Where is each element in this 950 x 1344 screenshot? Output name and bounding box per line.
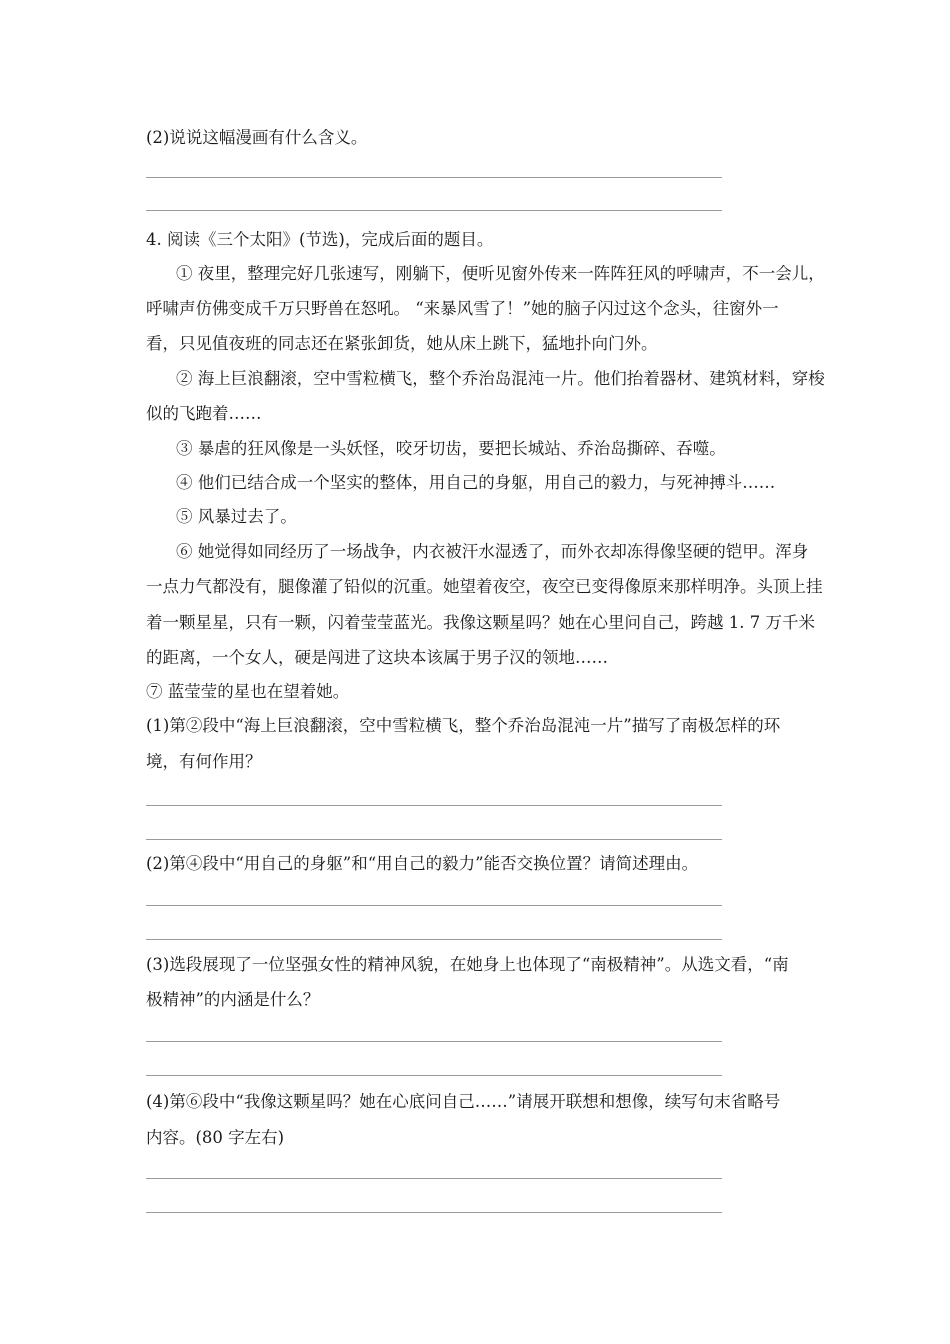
paragraph-1-line: ① 夜里，整理完好几张速写，刚躺下，便听见窗外传来一阵阵狂风的呼啸声，不一会儿， — [176, 264, 825, 283]
question-2: (2)第④段中“用自己的身躯”和“用自己的毅力”能否交换位置？请简述理由。 — [146, 854, 699, 873]
paragraph-6-line: 一点力气都没有，腿像灌了铅似的沉重。她望着夜空，夜空已变得像原来那样明净。头顶上挂 — [146, 577, 823, 596]
paragraph-6-line: 着一颗星星，只有一颗，闪着莹莹蓝光。我像这颗星吗？她在心里问自己，跨越 1. 7 万千米 — [146, 613, 815, 632]
question-4-line: 内容。(80 字左右) — [146, 1128, 285, 1147]
question-1-line: (1)第②段中“海上巨浪翻滚，空中雪粒横飞，整个乔治岛混沌一片”描写了南极怎样的环 — [146, 716, 781, 735]
answer-line[interactable] — [146, 1178, 722, 1179]
question-4-title: 4. 阅读《三个太阳》(节选)，完成后面的题目。 — [146, 230, 494, 249]
paragraph-1-line: 呼啸声仿佛变成千万只野兽在怒吼。 “来暴风雪了！”她的脑子闪过这个念头，往窗外一 — [146, 299, 779, 318]
answer-line[interactable] — [146, 939, 722, 940]
question-1-line: 境，有何作用？ — [146, 752, 262, 771]
answer-line[interactable] — [146, 1041, 722, 1042]
paragraph-5: ⑤ 风暴过去了。 — [176, 507, 297, 526]
answer-line[interactable] — [146, 1075, 722, 1076]
question-4-line: (4)第⑥段中“我像这颗星吗？她在心底问自己……”请展开联想和想像，续写句末省略号 — [146, 1092, 781, 1111]
answer-line[interactable] — [146, 905, 722, 906]
paragraph-2-line: ② 海上巨浪翻滚，空中雪粒横飞，整个乔治岛混沌一片。他们抬着器材、建筑材料，穿梭 — [176, 369, 825, 388]
paragraph-6-line: ⑥ 她觉得如同经历了一场战争，内衣被汗水湿透了，而外衣却冻得像坚硬的铠甲。浑身 — [176, 542, 809, 561]
answer-line[interactable] — [146, 177, 722, 178]
question-3-line: (3)选段展现了一位坚强女性的精神风貌，在她身上也体现了“南极精神”。从选文看，“南 — [146, 955, 789, 974]
paragraph-4: ④ 他们已结合成一个坚实的整体，用自己的身躯，用自己的毅力，与死神搏斗…… — [176, 473, 776, 492]
paragraph-3: ③ 暴虐的狂风像是一头妖怪，咬牙切齿，要把长城站、乔治岛撕碎、吞噬。 — [176, 439, 726, 458]
question-prev-2: (2)说说这幅漫画有什么含义。 — [146, 128, 368, 147]
answer-line[interactable] — [146, 210, 722, 211]
paragraph-1-line: 看，只见值夜班的同志还在紧张卸货，她从床上跳下，猛地扑向门外。 — [146, 334, 658, 353]
answer-line[interactable] — [146, 839, 722, 840]
paragraph-7: ⑦ 蓝莹莹的星也在望着她。 — [146, 682, 350, 701]
question-3-line: 极精神”的内涵是什么？ — [146, 990, 320, 1009]
answer-line[interactable] — [146, 1212, 722, 1213]
paragraph-2-line: 似的飞跑着…… — [146, 404, 262, 423]
answer-line[interactable] — [146, 805, 722, 806]
paragraph-6-line: 的距离，一个女人，硬是闯进了这块本该属于男子汉的领地…… — [146, 648, 608, 667]
